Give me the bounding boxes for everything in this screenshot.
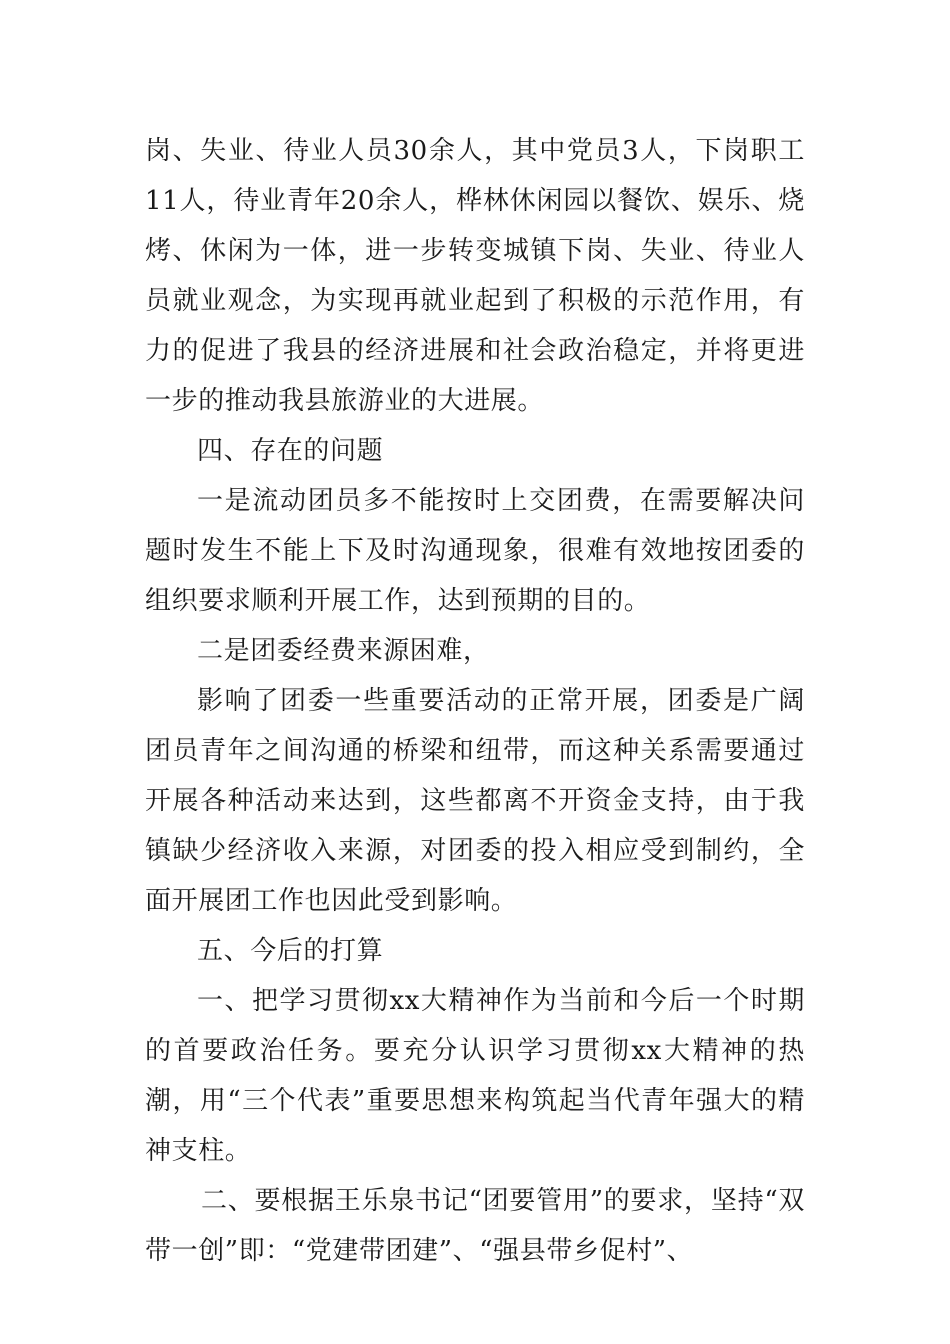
section-heading-problems: 四、存在的问题 [197, 436, 384, 466]
paragraph-problem-two: 二是团委经费来源困难， [197, 636, 490, 666]
paragraph-plan-one: 一、把学习贯彻xx大精神作为当前和今后一个时期的首要政治任务。要充分认识学习贯彻xx大精神的热潮，用“三个代表”重要思想来构筑起当代青年强大的精神支柱。 [145, 986, 805, 1166]
paragraph-problem-one: 一是流动团员多不能按时上交团费，在需要解决问题时发生不能上下及时沟通现象，很难有效地按团委的组织要求顺利开展工作，达到预期的目的。 [145, 486, 805, 616]
paragraph-continuation: 岗、失业、待业人员30余人，其中党员3人，下岗职工11人，待业青年20余人，桦林休闲园以餐饮、娱乐、烧烤、休闲为一体，进一步转变城镇下岗、失业、待业人员就业观念，为实现再就业起到了积极的示范作用，有力的促进了我县的经济进展和社会政治稳定，并将更进一步的推动我县旅游业的大进展。 [145, 136, 805, 416]
paragraph-plan-two: 二、要根据王乐泉书记“团要管用”的要求，坚持“双带一创”即：“党建带团建”、“强县带乡促村”、 [145, 1186, 805, 1266]
section-heading-plans: 五、今后的打算 [197, 936, 384, 966]
document-body [145, 126, 805, 1276]
paragraph-funding-impact: 影响了团委一些重要活动的正常开展，团委是广阔团员青年之间沟通的桥梁和纽带，而这种关系需要通过开展各种活动来达到，这些都离不开资金支持，由于我镇缺少经济收入来源，对团委的投入相应受到制约，全面开展团工作也因此受到影响。 [145, 686, 805, 916]
